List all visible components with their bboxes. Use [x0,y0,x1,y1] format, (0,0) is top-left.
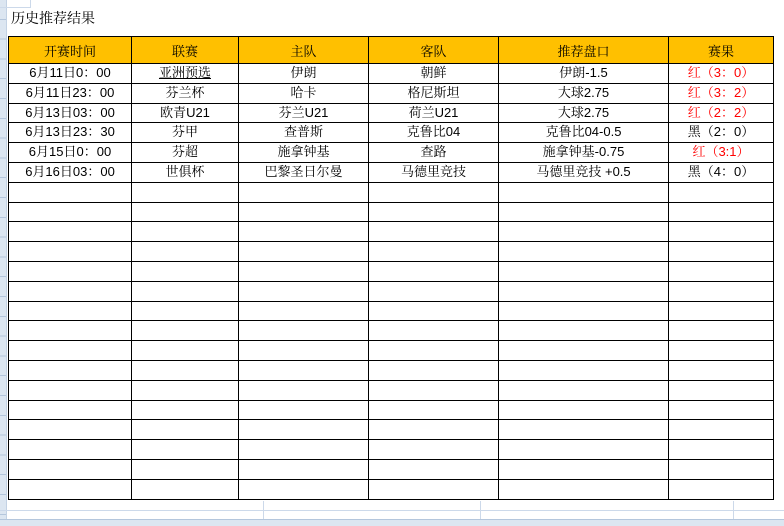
empty-cell[interactable] [9,440,132,460]
table-row [9,83,774,103]
cell-home-team[interactable]: 伊朗 [239,64,369,84]
results-table-header [9,37,774,64]
empty-cell[interactable] [369,301,499,321]
empty-cell[interactable] [9,459,132,479]
empty-cell[interactable] [499,440,669,460]
cell-handicap[interactable]: 马德里竞技 +0.5 [499,162,669,182]
cell-result[interactable]: 红（3：2） [669,83,774,103]
empty-cell[interactable] [669,479,774,499]
empty-cell[interactable] [369,341,499,361]
empty-cell[interactable] [239,440,369,460]
cell-home-team[interactable]: 施拿钟基 [239,143,369,163]
empty-cell[interactable] [132,281,239,301]
sheet-gridline-horizontal [0,510,784,511]
empty-cell[interactable] [239,261,369,281]
cell-start-time[interactable]: 6月11日23：00 [9,83,132,103]
cell-handicap[interactable]: 克鲁比04-0.5 [499,123,669,143]
cell-result[interactable]: 黑（2：0） [669,123,774,143]
empty-cell[interactable] [669,440,774,460]
empty-cell[interactable] [369,321,499,341]
empty-cell[interactable] [132,360,239,380]
empty-cell[interactable] [669,222,774,242]
table-row [9,123,774,143]
cell-handicap[interactable]: 大球2.75 [499,103,669,123]
cell-start-time[interactable]: 6月16日03：00 [9,162,132,182]
gridline-remnant-horizontal [0,7,31,8]
results-table [8,36,774,500]
empty-cell[interactable] [369,420,499,440]
empty-cell[interactable] [499,281,669,301]
empty-cell[interactable] [239,420,369,440]
empty-table-row [9,301,774,321]
empty-cell[interactable] [369,222,499,242]
table-row [9,103,774,123]
empty-cell[interactable] [369,400,499,420]
empty-cell[interactable] [132,420,239,440]
cell-home-team[interactable]: 查普斯 [239,123,369,143]
empty-cell[interactable] [499,242,669,262]
header-cell-home-team[interactable]: 主队 [239,37,369,64]
empty-cell[interactable] [669,341,774,361]
cell-result[interactable]: 红（3：0） [669,64,774,84]
empty-cell[interactable] [669,242,774,262]
empty-cell[interactable] [669,459,774,479]
cell-league[interactable]: 芬甲 [132,123,239,143]
cell-home-team[interactable]: 哈卡 [239,83,369,103]
empty-cell[interactable] [499,301,669,321]
header-row [9,37,774,64]
empty-cell[interactable] [669,301,774,321]
empty-cell[interactable] [499,420,669,440]
empty-cell[interactable] [132,341,239,361]
empty-cell[interactable] [239,459,369,479]
cell-away-team[interactable]: 马德里竞技 [369,162,499,182]
empty-cell[interactable] [499,479,669,499]
empty-cell[interactable] [132,400,239,420]
cell-handicap[interactable]: 伊朗-1.5 [499,64,669,84]
empty-cell[interactable] [669,400,774,420]
empty-cell[interactable] [239,400,369,420]
cell-home-team[interactable]: 芬兰U21 [239,103,369,123]
empty-cell[interactable] [669,360,774,380]
empty-cell[interactable] [369,479,499,499]
cell-result[interactable]: 红（2：2） [669,103,774,123]
empty-table-row [9,420,774,440]
empty-table-row [9,222,774,242]
empty-cell[interactable] [9,400,132,420]
row-header-strip [0,0,7,525]
empty-table-row [9,400,774,420]
empty-cell[interactable] [369,360,499,380]
empty-cell[interactable] [9,360,132,380]
empty-cell[interactable] [132,321,239,341]
empty-cell[interactable] [499,222,669,242]
empty-cell[interactable] [239,222,369,242]
empty-cell[interactable] [9,182,132,202]
empty-cell[interactable] [132,242,239,262]
table-row [9,143,774,163]
empty-cell[interactable] [669,321,774,341]
empty-cell[interactable] [369,182,499,202]
empty-table-row [9,479,774,499]
empty-cell[interactable] [132,479,239,499]
empty-cell[interactable] [132,459,239,479]
cell-start-time[interactable]: 6月13日03：00 [9,103,132,123]
cell-start-time[interactable]: 6月15日0：00 [9,143,132,163]
empty-cell[interactable] [499,261,669,281]
empty-table-row [9,261,774,281]
empty-cell[interactable] [369,242,499,262]
empty-cell[interactable] [9,202,132,222]
empty-cell[interactable] [9,222,132,242]
empty-cell[interactable] [239,281,369,301]
empty-cell[interactable] [669,420,774,440]
cell-start-time[interactable]: 6月11日0：00 [9,64,132,84]
empty-cell[interactable] [239,380,369,400]
empty-cell[interactable] [369,202,499,222]
empty-table-row [9,360,774,380]
empty-cell[interactable] [499,360,669,380]
header-cell-start-time[interactable]: 开赛时间 [9,37,132,64]
empty-cell[interactable] [369,380,499,400]
empty-table-row [9,459,774,479]
empty-cell[interactable] [239,301,369,321]
empty-cell[interactable] [499,321,669,341]
empty-cell[interactable] [9,261,132,281]
empty-cell[interactable] [369,459,499,479]
empty-cell[interactable] [669,281,774,301]
gridline-remnant-vertical [30,0,31,8]
header-cell-away-team[interactable]: 客队 [369,37,499,64]
cell-away-team[interactable]: 朝鲜 [369,64,499,84]
empty-cell[interactable] [9,420,132,440]
empty-table-row [9,341,774,361]
empty-cell[interactable] [669,202,774,222]
cell-start-time[interactable]: 6月13日23：30 [9,123,132,143]
empty-cell[interactable] [669,261,774,281]
empty-cell[interactable] [239,360,369,380]
cell-away-team[interactable]: 格尼斯坦 [369,83,499,103]
empty-table-row [9,440,774,460]
cell-league[interactable]: 世俱杯 [132,162,239,182]
empty-cell[interactable] [132,301,239,321]
header-cell-result[interactable]: 赛果 [669,37,774,64]
empty-table-row [9,380,774,400]
empty-cell[interactable] [239,341,369,361]
empty-cell[interactable] [132,440,239,460]
empty-cell[interactable] [239,321,369,341]
empty-table-row [9,182,774,202]
empty-cell[interactable] [9,380,132,400]
cell-handicap[interactable]: 施拿钟基-0.75 [499,143,669,163]
header-cell-handicap[interactable]: 推荐盘口 [499,37,669,64]
empty-cell[interactable] [9,301,132,321]
cell-away-team[interactable]: 荷兰U21 [369,103,499,123]
empty-table-row [9,321,774,341]
empty-cell[interactable] [499,459,669,479]
cell-league[interactable]: 芬兰杯 [132,83,239,103]
cell-result[interactable]: 黑（4：0） [669,162,774,182]
empty-cell[interactable] [9,321,132,341]
empty-cell[interactable] [239,202,369,222]
header-cell-league[interactable]: 联赛 [132,37,239,64]
empty-cell[interactable] [369,281,499,301]
cell-away-team[interactable]: 查路 [369,143,499,163]
empty-cell[interactable] [132,202,239,222]
empty-cell[interactable] [9,479,132,499]
empty-cell[interactable] [132,380,239,400]
cell-away-team[interactable]: 克鲁比04 [369,123,499,143]
empty-cell[interactable] [239,479,369,499]
empty-cell[interactable] [9,341,132,361]
page-title: 历史推荐结果 [11,10,95,26]
empty-cell[interactable] [669,182,774,202]
table-row [9,162,774,182]
cell-handicap[interactable]: 大球2.75 [499,83,669,103]
empty-cell[interactable] [499,202,669,222]
empty-cell[interactable] [369,440,499,460]
empty-table-row [9,202,774,222]
empty-cell[interactable] [499,341,669,361]
empty-cell[interactable] [132,182,239,202]
results-table-body [9,64,774,500]
empty-table-row [9,242,774,262]
empty-cell[interactable] [499,400,669,420]
empty-cell[interactable] [239,182,369,202]
cell-home-team[interactable]: 巴黎圣日尔曼 [239,162,369,182]
table-row [9,64,774,84]
empty-cell[interactable] [499,380,669,400]
empty-cell[interactable] [369,261,499,281]
cell-league[interactable]: 欧青U21 [132,103,239,123]
empty-cell[interactable] [9,281,132,301]
empty-cell[interactable] [239,242,369,262]
empty-cell[interactable] [132,261,239,281]
empty-cell[interactable] [132,222,239,242]
cell-league[interactable]: 芬超 [132,143,239,163]
cell-result[interactable]: 红（3:1） [669,143,774,163]
empty-cell[interactable] [669,380,774,400]
empty-cell[interactable] [9,242,132,262]
cell-league[interactable]: 亚洲预选 [132,64,239,84]
empty-table-row [9,281,774,301]
empty-cell[interactable] [499,182,669,202]
